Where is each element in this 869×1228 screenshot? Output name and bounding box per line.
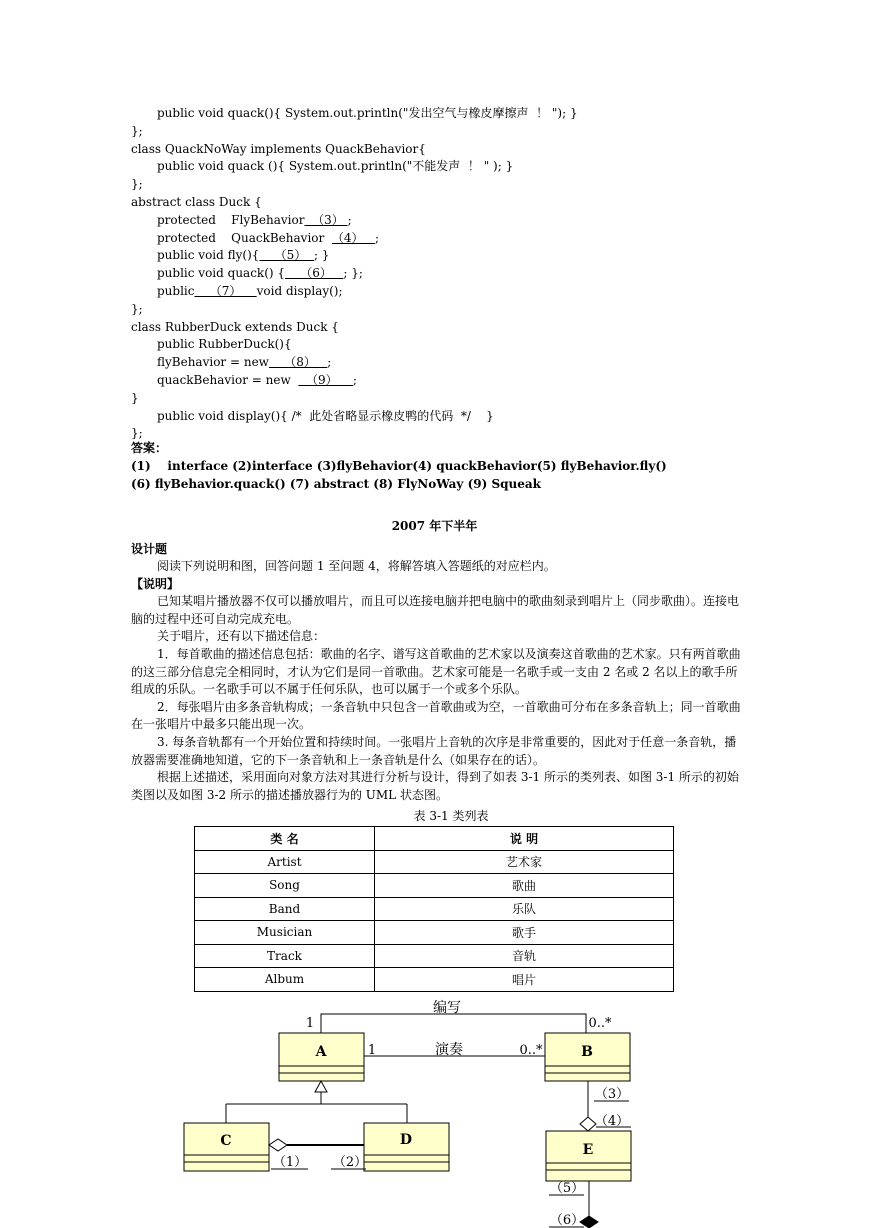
paragraph: 关于唱片，还有以下描述信息： [157, 629, 326, 644]
code-line [131, 105, 578, 123]
code-text: protected FlyBehavior [157, 212, 305, 227]
code-line [131, 372, 578, 390]
class-d [364, 1123, 449, 1171]
code-text: quackBehavior = new [157, 372, 299, 387]
class-description-cell: 唱片 [375, 968, 674, 992]
class-e-name: E [582, 1142, 594, 1158]
code-line [131, 265, 578, 283]
code-text: public void display(){ /* 此处省略显示橡皮鸭的代码 */ } [157, 408, 494, 423]
code-listing [131, 105, 578, 443]
code-blank: （5） [259, 248, 314, 263]
code-text: ; [327, 355, 332, 370]
code-line [131, 283, 578, 301]
class-name-cell: Track [195, 944, 375, 968]
section-heading: 设计题 [131, 542, 168, 556]
class-e [546, 1131, 631, 1181]
code-text: public void quack (){ System.out.println("不能发声 ！ " ); } [157, 159, 514, 174]
blank-6-label: （6） [549, 1213, 585, 1228]
section-year-title: 2007 年下半年 [391, 519, 478, 533]
class-d-name: D [399, 1132, 413, 1148]
code-blank: （3） [304, 212, 348, 227]
table-row [195, 850, 674, 874]
class-list-table [194, 826, 674, 992]
code-blank: （6） [285, 266, 344, 281]
play-association [364, 1041, 545, 1058]
table-row [195, 968, 674, 992]
code-text: ; [352, 372, 357, 387]
class-name-cell: Song [195, 874, 375, 898]
play-mult-b: 0..* [519, 1043, 543, 1058]
code-line [131, 247, 578, 265]
table-row [195, 944, 674, 968]
table-row [195, 897, 674, 921]
code-line [131, 230, 578, 248]
code-line [131, 336, 578, 354]
blank-2-label: （2） [332, 1155, 368, 1170]
paragraph: 【说明】 [131, 576, 180, 591]
aggregation-b-e [580, 1081, 631, 1131]
code-text: ; [374, 230, 380, 245]
code-line [131, 141, 578, 159]
class-a [279, 1033, 364, 1081]
compose-mult-b: 0..* [588, 1016, 612, 1031]
paragraph: 已知某唱片播放器不仅可以播放唱片，而且可以连接电脑并把电脑中的歌曲刻录到唱片上（同步歌曲）。连接电脑的过程中还可自动完成充电。 [131, 594, 740, 626]
class-name-cell: Artist [195, 850, 375, 874]
play-association-label: 演奏 [435, 1042, 463, 1058]
code-line [131, 212, 578, 230]
code-line [131, 176, 578, 194]
paragraph: 1．每首歌曲的描述信息包括：歌曲的名字、谱写这首歌曲的艺术家以及演奏这首歌曲的艺术家。只有两首歌曲的这三部分信息完全相同时，才认为它们是同一首歌曲。艺术家可能是一名歌手或一支由 2 名或 2 名以上的歌手所组成的乐队。一名歌手可以不属于任何乐队，也可以属于一个或多个乐队。 [131, 646, 741, 697]
code-line [131, 354, 578, 372]
class-name-cell: Band [195, 897, 375, 921]
class-name-cell: Album [195, 968, 375, 992]
class-a-name: A [315, 1044, 327, 1060]
class-b [545, 1033, 630, 1081]
class-description-cell: 歌手 [375, 921, 674, 945]
code-text: ; } [313, 248, 330, 263]
class-c [184, 1123, 269, 1171]
paragraph: 根据上述描述，采用面向对象方法对其进行分析与设计，得到了如表 3-1 所示的类列表、如图 3-1 所示的初始类图以及如图 3-2 所示的描述播放器行为的 UML 状态图。 [131, 770, 739, 802]
code-blank: （7） [194, 283, 257, 298]
description-body [131, 558, 741, 804]
code-text: } [131, 390, 139, 405]
code-text: ; [347, 212, 352, 227]
answer-line-2: (6) flyBehavior.quack() (7) abstract (8) FlyNoWay (9) Squeak [131, 477, 541, 491]
class-b-name: B [581, 1044, 593, 1060]
aggregation-c-d [269, 1139, 367, 1170]
answer-block [131, 439, 667, 493]
code-text: abstract class Duck { [131, 194, 262, 209]
blank-4-label: （4） [594, 1114, 630, 1129]
table-row [195, 921, 674, 945]
generalization-a [226, 1081, 407, 1123]
class-description-cell: 乐队 [375, 897, 674, 921]
code-line [131, 408, 578, 426]
table-header-description: 说 明 [375, 827, 674, 851]
paragraph: 2．每张唱片由多条音轨构成；一条音轨中只包含一首歌曲或为空，一首歌曲可分布在多条音轨上；同一首歌曲在一张唱片中最多只能出现一次。 [131, 699, 741, 732]
blank-3-label: （3） [594, 1087, 630, 1102]
code-text: public RubberDuck(){ [157, 337, 292, 352]
code-blank: （9） [298, 372, 353, 387]
answer-label: 答案： [131, 441, 168, 455]
compose-association [306, 1000, 612, 1033]
code-text: public [157, 283, 195, 298]
code-text: class QuackNoWay implements QuackBehavior{ [131, 141, 426, 156]
class-description-cell: 歌曲 [375, 874, 674, 898]
code-line [131, 158, 578, 176]
table-header-row [195, 827, 674, 851]
code-text: public void fly(){ [157, 248, 260, 263]
code-text: public void quack() { [157, 266, 286, 281]
code-text: }; [131, 123, 143, 138]
answer-line-1: (1) interface (2)interface (3)flyBehavior(4) quackBehavior(5) flyBehavior.fly() [131, 459, 667, 473]
class-description-cell: 艺术家 [375, 850, 674, 874]
code-text: }; [131, 177, 143, 192]
class-c-name: C [220, 1133, 232, 1149]
code-text: ; }; [343, 266, 363, 281]
code-text: }; [131, 426, 143, 441]
initial-class-diagram [0, 990, 869, 1228]
paragraph: 阅读下列说明和图，回答问题 1 至问题 4，将解答填入答题纸的对应栏内。 [157, 559, 556, 573]
compose-association-label: 编写 [433, 1000, 461, 1016]
table-row [195, 874, 674, 898]
code-text: void display(); [256, 283, 343, 298]
class-name-cell: Musician [195, 921, 375, 945]
code-line [131, 390, 578, 408]
blank-1-label: （1） [272, 1155, 308, 1170]
table-header-class-name: 类 名 [195, 827, 375, 851]
class-description-cell: 音轨 [375, 944, 674, 968]
code-line [131, 123, 578, 141]
play-mult-a: 1 [367, 1043, 377, 1058]
code-line [131, 301, 578, 319]
code-blank: （8） [268, 355, 328, 370]
compose-mult-a: 1 [305, 1016, 315, 1031]
composition-e [549, 1181, 598, 1228]
paragraph: 3. 每条音轨都有一个开始位置和持续时间。一张唱片上音轨的次序是非常重要的，因此对于任意一条音轨，播放器需要准确地知道，它的下一条音轨和上一条音轨是什么（如果存在的话）。 [131, 734, 737, 767]
code-text: class RubberDuck extends Duck { [131, 319, 339, 334]
code-text: }; [131, 301, 143, 316]
code-text: flyBehavior = new [157, 355, 269, 370]
code-text: protected QuackBehavior [157, 230, 332, 245]
blank-5-label: （5） [549, 1181, 585, 1196]
code-line [131, 319, 578, 337]
code-text: public void quack(){ System.out.println("发出空气与橡皮摩擦声 ！ "); } [157, 106, 578, 120]
code-line [131, 194, 578, 212]
code-blank: （4） [331, 230, 375, 245]
table-caption: 表 3-1 类列表 [413, 809, 489, 823]
